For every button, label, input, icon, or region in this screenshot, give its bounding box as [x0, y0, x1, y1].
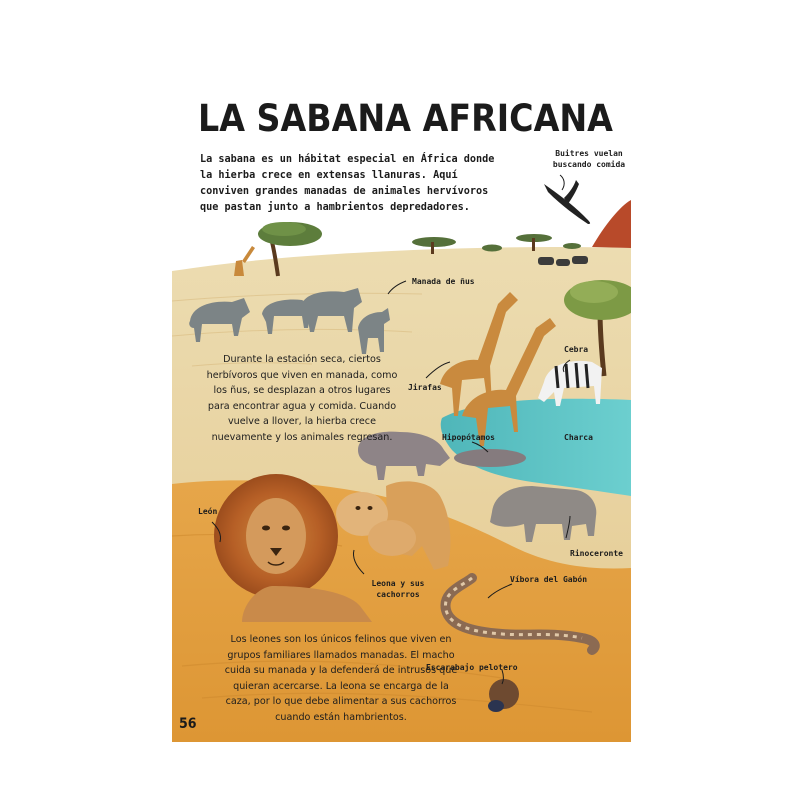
dry-season-paragraph: Durante la estación seca, ciertos herbívoros que viven en manada, como los ñus, se desplazan a otros lugares para encontrar agua y comida. Cuando vuelve a llover, la hierba crece nuevamente y los animales regresan.	[206, 354, 398, 443]
page-number: 56	[179, 716, 197, 732]
label-pond: Charca	[564, 433, 593, 442]
vulture	[544, 180, 590, 224]
lions-paragraph: Los leones son los únicos felinos que viven en grupos familiares llamados manadas. El macho cuida su manada y la defenderá de intrusos que quieran acercarse. La leona se encarga de la caza, por lo que debe alimentar a sus cachorros cuando están hambrientos.	[224, 634, 458, 723]
label-rhino: Rinoceronte	[570, 549, 623, 558]
label-beetle: Escarabajo pelotero	[426, 663, 518, 672]
label-giraffes: Jirafas	[408, 383, 442, 392]
label-viper: Víbora del Gabón	[510, 575, 588, 584]
red-hill	[592, 200, 631, 248]
book-page	[172, 66, 631, 742]
label-zebra: Cebra	[564, 345, 589, 354]
label-lion: León	[198, 507, 218, 516]
page-title: LA SABANA AFRICANA	[198, 97, 613, 140]
label-wildebeest: Manada de ñus	[412, 277, 475, 286]
label-hippos: Hipopótamos	[442, 433, 495, 442]
label-vultures: Buitres vuelan buscando comida	[552, 149, 626, 169]
intro-paragraph: La sabana es un hábitat especial en África donde la hierba crece en extensas llanuras. Aquí conviven grandes manadas de animales hervívoros que pastan junto a hambrientos depredadores.	[200, 154, 495, 213]
label-lioness: Leona y sus cachorros	[371, 579, 425, 599]
